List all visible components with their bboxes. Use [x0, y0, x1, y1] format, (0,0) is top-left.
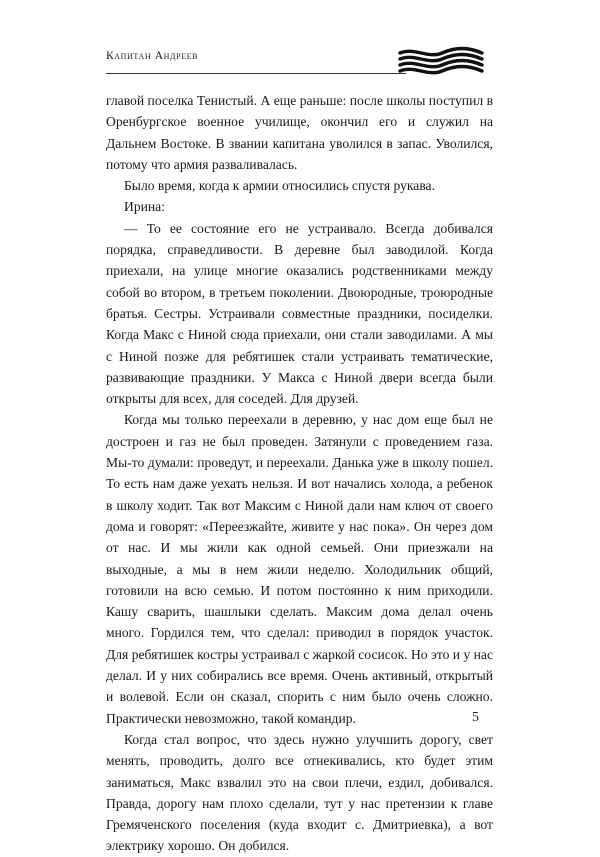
- paragraph: Когда мы только переехали в деревню, у нас дом еще был не достроен и газ не был проведен. Затянули с проведением газа. Мы-то думали: проведут, и переехали. Данька уже в школу пошел. То есть нам даже уехать нельзя. И вот начались холода, а ребенок в школу ходит. Так вот Максим с Ниной дали нам ключ от своего дома и говорят: «Переезжайте, живите у нас пока». Он через дом от нас. И мы жили как одной семьей. Они приезжали на выходные, а мы в нем жили неделю. Холодильник общий, готовили на всю семью. И потом постоянно к ним приходили. Кашу сварить, шашлыки сделать. Максим дома делал очень много. Гордился тем, что сделал: приводил в порядок участок. Для ребятишек костры устраивал с жаркой сосисок. Но это и у нас делал. И у них собирались все время. Очень активный, открытый и волевой. Если он сказал, спорить с ним было очень сложно. Практически невозможно, такой командир.: [106, 412, 493, 726]
- body-text: [106, 90, 493, 857]
- paragraph: — То ее состояние его не устраивало. Всегда добивался порядка, справедливости. В деревне был заводилой. Когда приехали, на улице многие оказались родственниками между собой во втором, в третьем поколении. Двоюродные, троюродные братья. Сестры. Устраивали совместные праздники, посиделки. Когда Макс с Ниной сюда приехали, они стали заводилами. А мы с Ниной позже для ребятишек стали устраивать тематические, развивающие праздники. У Макса с Ниной двери всегда были открыты для всех, для соседей. Для друзей.: [106, 220, 493, 407]
- header-rule: [106, 73, 406, 74]
- paragraph: Когда стал вопрос, что здесь нужно улучшить дорогу, свет менять, проводить, долго все отнекивались, кто будет этим заниматься, Макс взвалил это на свои плечи, ездил, добивался. Правда, дорогу нам плохо сделали, тут у нас претензии к главе Гремяченского поселения (куда входит с. Дмитриевка), а вот электрику хорошо. Он добился.: [106, 731, 493, 854]
- running-title: Капитан Андреев: [106, 50, 199, 62]
- page-number: 5: [472, 710, 479, 725]
- paragraph: Было время, когда к армии относились спустя рукава.: [124, 178, 435, 194]
- speaker-label: Ирина:: [124, 199, 165, 215]
- striped-flag-ornament-icon: [398, 44, 484, 78]
- paragraph: главой поселка Тенистый. А еще раньше: после школы поступил в Оренбургское военное училище, окончил его и служил на Дальнем Востоке. В звании капитана уволился в запас. Уволился, потому что армия разваливалась.: [106, 93, 493, 172]
